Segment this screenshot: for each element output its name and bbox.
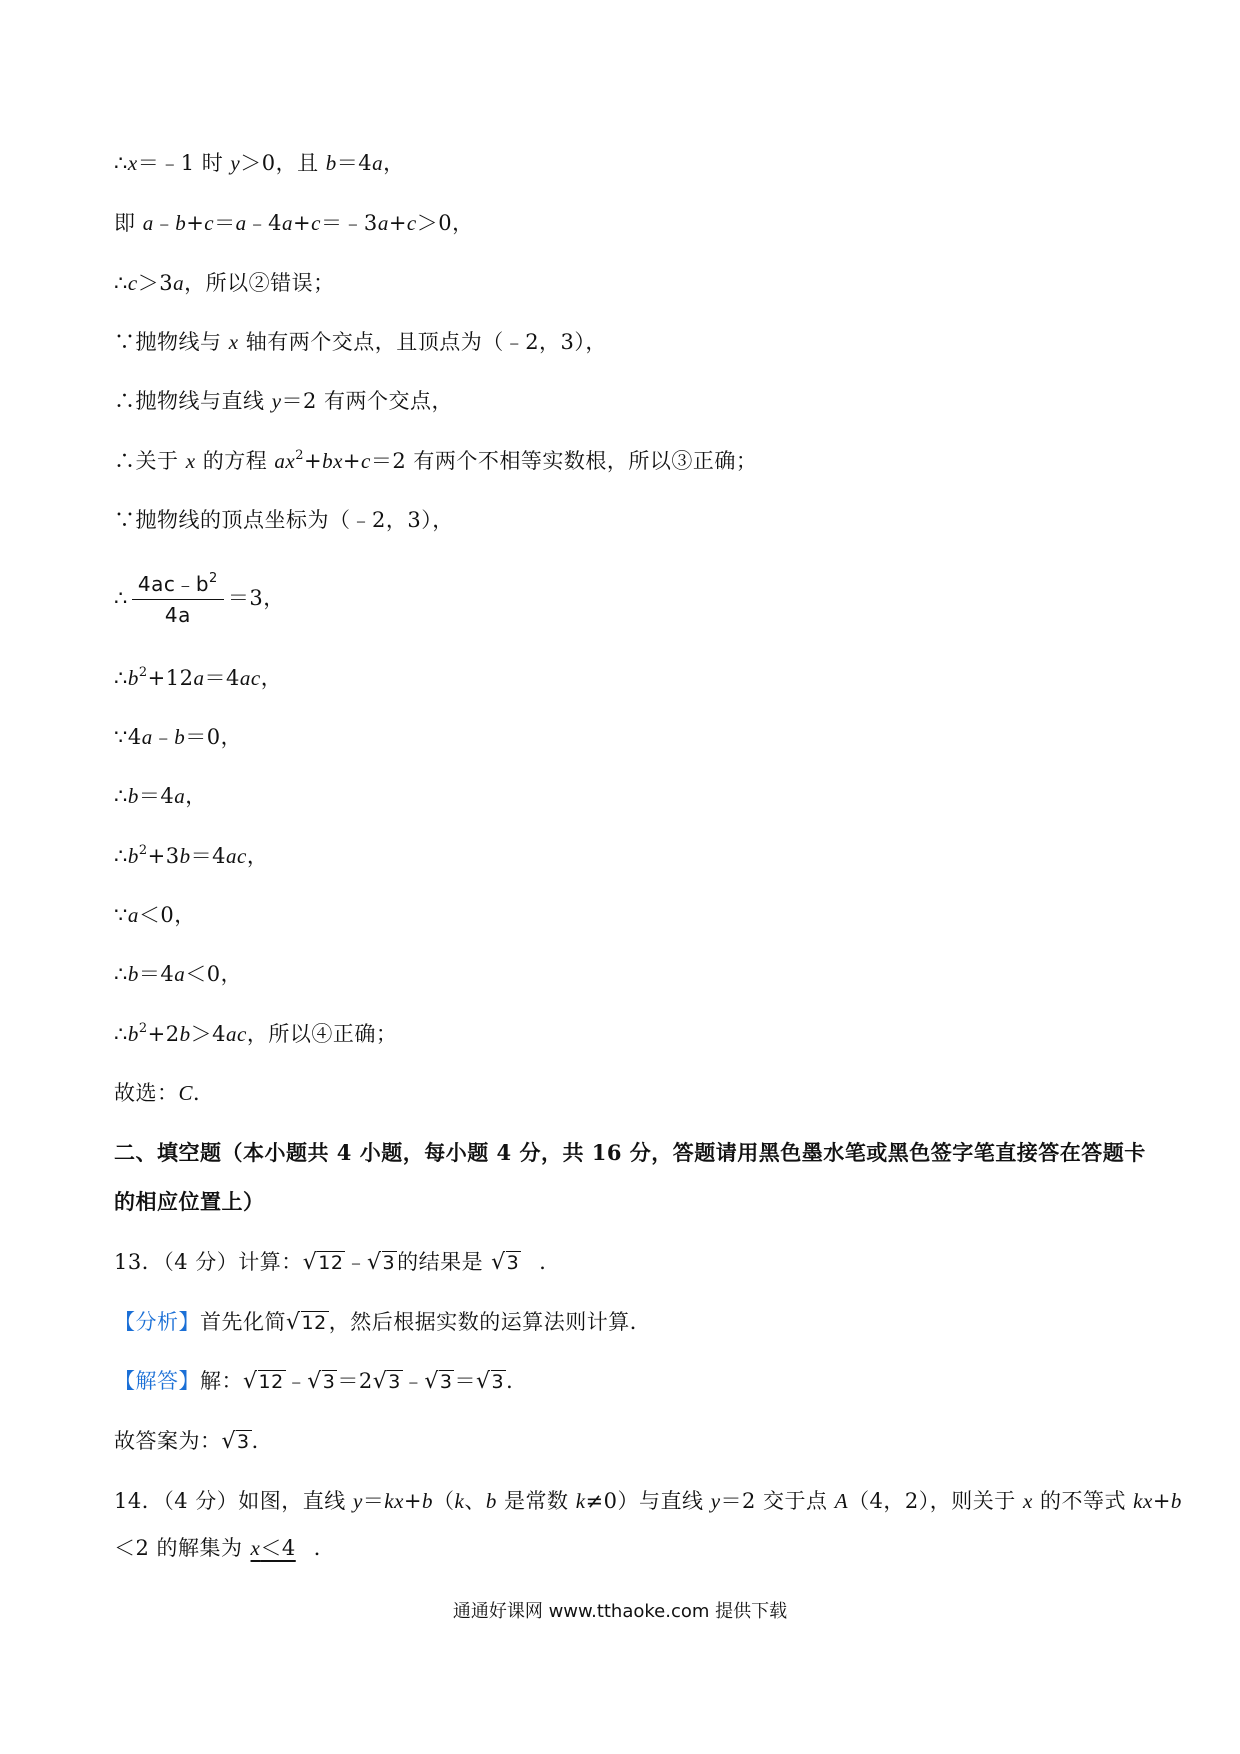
section-heading-cont: 的相应位置上） — [114, 1189, 265, 1214]
solution-line: $\therefore b^2+2b>4ac$，所以④正确； — [114, 1021, 398, 1046]
section-heading: 二、填空题（本小题共 4 小题，每小题 4 分，共 16 分，答题请用黑色墨水笔或黑色签字笔直接答在答题卡 — [114, 1140, 1146, 1165]
solution-line: ∴b＝4a， — [114, 784, 207, 808]
question-14-cont: ＜2 的解集为 x＜4 ． — [114, 1536, 336, 1560]
page-footer: 通通好课网 www.tthaoke.com 提供下载 — [452, 1601, 788, 1622]
solution-line: ∴c＞3a，所以②错误； — [114, 271, 335, 295]
answer-blank: √3 — [491, 1250, 520, 1275]
solution-line: $\therefore b^2+12a=4ac$， — [114, 665, 283, 690]
question-14: 14．（4 分）如图，直线 y＝kx+b（k、b 是常数 k≠0）与直线 y＝2 交于点 A（4，2），则关于 x 的不等式 kx+b — [114, 1489, 1182, 1513]
solution-line: ∴抛物线与直线 y＝2 有两个交点， — [114, 389, 454, 413]
solution-line: $\therefore b^2+3b=4ac$， — [114, 843, 269, 868]
fraction: $\frac{4ac﹣b^2}{4a}$ — [132, 571, 224, 628]
analysis-13: 【分析】首先化简√12，然后根据实数的运算法则计算． — [114, 1307, 651, 1338]
sqrt-12: √12 — [302, 1250, 344, 1275]
sqrt-12: √12 — [286, 1310, 327, 1335]
solution-tag: 【解答】 — [114, 1369, 200, 1393]
solution-line: ∵4a﹣b＝0， — [114, 725, 243, 749]
solution-line: ∴关于 x 的方程 $ax^2+bx+c=2$ 有两个不相等实数根，所以③正确； — [114, 448, 758, 473]
solution-13: 【解答】解：√12﹣√3＝2√3﹣√3＝√3． — [114, 1369, 528, 1394]
question-13: 13．（4 分）计算：√12﹣√3的结果是 √3 ． — [114, 1247, 561, 1278]
final-answer-13: 故答案为：√3． — [114, 1429, 274, 1454]
solution-line: ∴b＝4a＜0， — [114, 962, 243, 986]
answer-blank: x＜4 — [250, 1536, 296, 1560]
solution-line: 即 a﹣b+c＝a﹣4a+c＝﹣3a+c＞0， — [114, 211, 474, 235]
solution-line: ∵抛物线的顶点坐标为（﹣2，3）， — [114, 508, 454, 532]
solution-line: 故选：C． — [114, 1081, 215, 1105]
solution-line: ∵抛物线与 x 轴有两个交点，且顶点为（﹣2，3）， — [114, 330, 607, 354]
solution-line: ∴x＝﹣1 时 y＞0，且 b＝4a， — [114, 151, 405, 175]
analysis-tag: 【分析】 — [114, 1310, 200, 1334]
fraction-line: ∴ $\frac{4ac﹣b^2}{4a}$ ＝3， — [114, 571, 285, 627]
solution-line: ∵a＜0， — [114, 903, 196, 927]
sqrt-3: √3 — [366, 1250, 396, 1275]
